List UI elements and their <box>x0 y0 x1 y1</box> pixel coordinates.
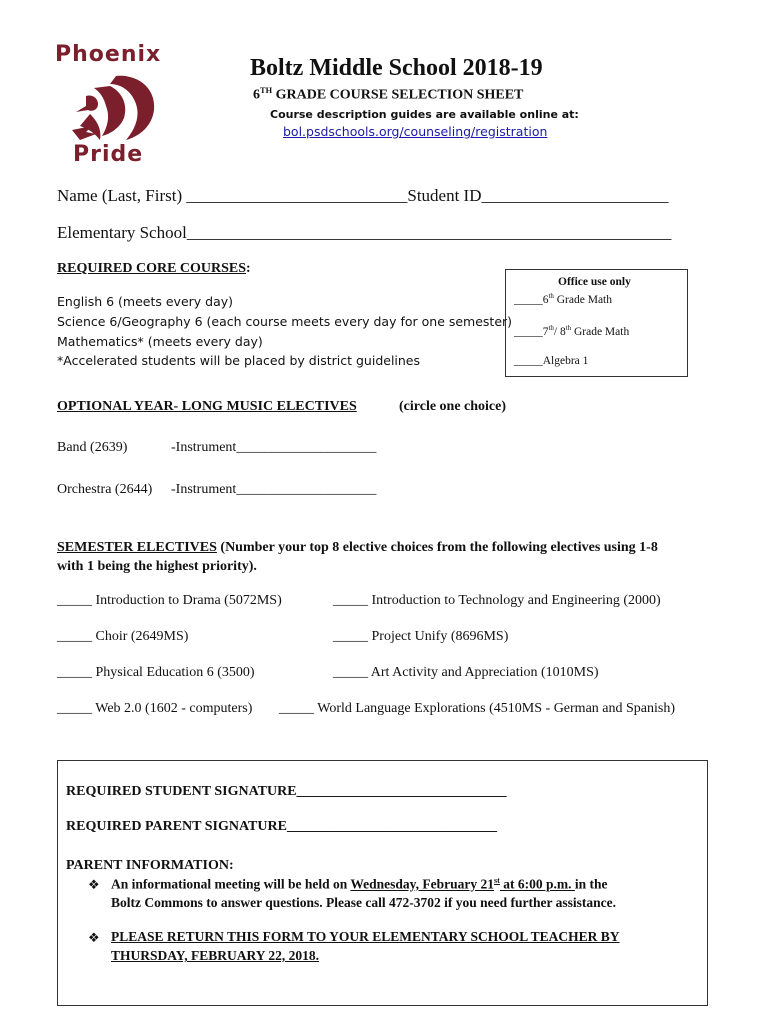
orchestra-instrument-field[interactable]: -Instrument____________________ <box>171 482 377 497</box>
student-id-line[interactable]: ______________________ <box>481 186 669 205</box>
band-option[interactable]: Band (2639) <box>57 440 128 455</box>
elective-left-item[interactable]: _____ Choir (2649MS) <box>57 629 189 644</box>
office-item-7th8th[interactable] <box>514 325 629 338</box>
name-label: Name (Last, First) <box>57 186 187 205</box>
meeting-info-line2: Boltz Commons to answer questions. Please call 472-3702 if you need further assistance. <box>111 895 616 910</box>
office-item-6th-text: Grade Math <box>553 293 612 306</box>
elective-right-item[interactable]: _____ Art Activity and Appreciation (1010MS) <box>333 665 599 680</box>
elective-right-item[interactable]: _____ Introduction to Technology and Engineering (2000) <box>333 593 661 608</box>
student-signature-field[interactable] <box>66 784 507 800</box>
office-item-6th-blank: _____6 <box>514 293 549 306</box>
registration-link[interactable]: bol.psdschools.org/counseling/registration <box>283 124 548 139</box>
office-item-6th-sup: th <box>548 293 554 300</box>
logo-bottom-word: Pride <box>73 142 144 167</box>
semester-heading-text: SEMESTER ELECTIVES <box>57 540 217 555</box>
music-note: (circle one choice) <box>399 399 507 414</box>
student-signature-label: REQUIRED STUDENT SIGNATURE <box>66 784 297 799</box>
meeting-info-line1 <box>111 876 608 893</box>
office-item-8th-sup: th <box>565 325 572 332</box>
core-item: Mathematics* (meets every day) <box>57 334 263 349</box>
office-item-7th8th-text: Grade Math <box>571 325 630 338</box>
office-item-8th: / 8 <box>553 325 566 338</box>
logo-top-word: Phoenix <box>55 42 162 67</box>
parent-info-heading: PARENT INFORMATION: <box>66 858 234 873</box>
meeting-info-post: in the <box>574 876 608 892</box>
office-item-6th[interactable] <box>514 293 612 306</box>
office-use-box <box>505 269 688 377</box>
music-heading-text: OPTIONAL YEAR- LONG MUSIC ELECTIVES <box>57 399 357 414</box>
office-title: Office use only <box>558 276 631 288</box>
core-heading-colon: : <box>246 261 251 276</box>
office-item-7th-sup: th <box>548 325 554 332</box>
elementary-line[interactable]: _________________________________________________________ <box>186 223 672 242</box>
orchestra-option[interactable]: Orchestra (2644) <box>57 482 153 497</box>
signature-box <box>57 760 708 1006</box>
elementary-label: Elementary School <box>57 223 187 242</box>
semester-heading <box>57 540 658 556</box>
meeting-info-pre: An informational meeting will be held on <box>111 876 351 892</box>
return-form-line2: THURSDAY, FEBRUARY 22, 2018. <box>111 948 320 963</box>
elective-left-item[interactable]: _____ Introduction to Drama (5072MS) <box>57 593 282 608</box>
name-line[interactable]: __________________________ <box>186 186 408 205</box>
music-heading <box>57 399 357 415</box>
office-item-7th-blank: _____7 <box>514 325 549 338</box>
core-heading-text: REQUIRED CORE COURSES <box>57 261 247 276</box>
parent-signature-line[interactable]: ______________________________ <box>286 819 497 834</box>
guide-text: Course description guides are available online at: <box>270 108 579 121</box>
semester-note-line2: with 1 being the highest priority). <box>57 559 257 574</box>
band-instrument-field[interactable]: -Instrument____________________ <box>171 440 377 455</box>
parent-signature-label: REQUIRED PARENT SIGNATURE <box>66 819 287 834</box>
office-item-algebra[interactable]: _____Algebra 1 <box>514 355 589 367</box>
elective-right-item[interactable]: _____ Project Unify (8696MS) <box>333 629 509 644</box>
core-item: *Accelerated students will be placed by district guidelines <box>57 353 421 368</box>
return-form-line1: PLEASE RETURN THIS FORM TO YOUR ELEMENTARY SCHOOL TEACHER BY <box>111 929 620 944</box>
student-id-label: Student ID <box>407 186 482 205</box>
name-field[interactable] <box>57 186 669 206</box>
meeting-time: at 6:00 p.m. <box>499 876 575 892</box>
subtitle-grade: 6 <box>253 87 260 103</box>
meeting-date: Wednesday, February 21 <box>350 876 495 892</box>
subtitle-sup: TH <box>260 86 273 95</box>
core-item: English 6 (meets every day) <box>57 294 234 309</box>
core-heading <box>57 261 251 277</box>
core-item: Science 6/Geography 6 (each course meets every day for one semester) <box>57 314 513 329</box>
page-title: Boltz Middle School 2018-19 <box>250 55 543 81</box>
bullet-diamond-icon: ❖ <box>88 877 100 892</box>
elective-left-item[interactable]: _____ Physical Education 6 (3500) <box>57 665 255 680</box>
page-subtitle <box>253 86 523 104</box>
phoenix-bird-icon <box>66 70 162 146</box>
parent-signature-field[interactable] <box>66 819 497 835</box>
elective-left-item[interactable]: _____ Web 2.0 (1602 - computers) <box>57 701 253 716</box>
meeting-date-sup: st <box>494 876 500 885</box>
subtitle-text: GRADE COURSE SELECTION SHEET <box>272 87 524 103</box>
bullet-diamond-icon: ❖ <box>88 930 100 945</box>
semester-note-line1: (Number your top 8 elective choices from the following electives using 1-8 <box>216 540 658 555</box>
elective-right-item[interactable]: _____ World Language Explorations (4510MS - German and Spanish) <box>279 701 675 716</box>
elementary-field[interactable] <box>57 223 671 243</box>
student-signature-line[interactable]: ______________________________ <box>296 784 507 799</box>
